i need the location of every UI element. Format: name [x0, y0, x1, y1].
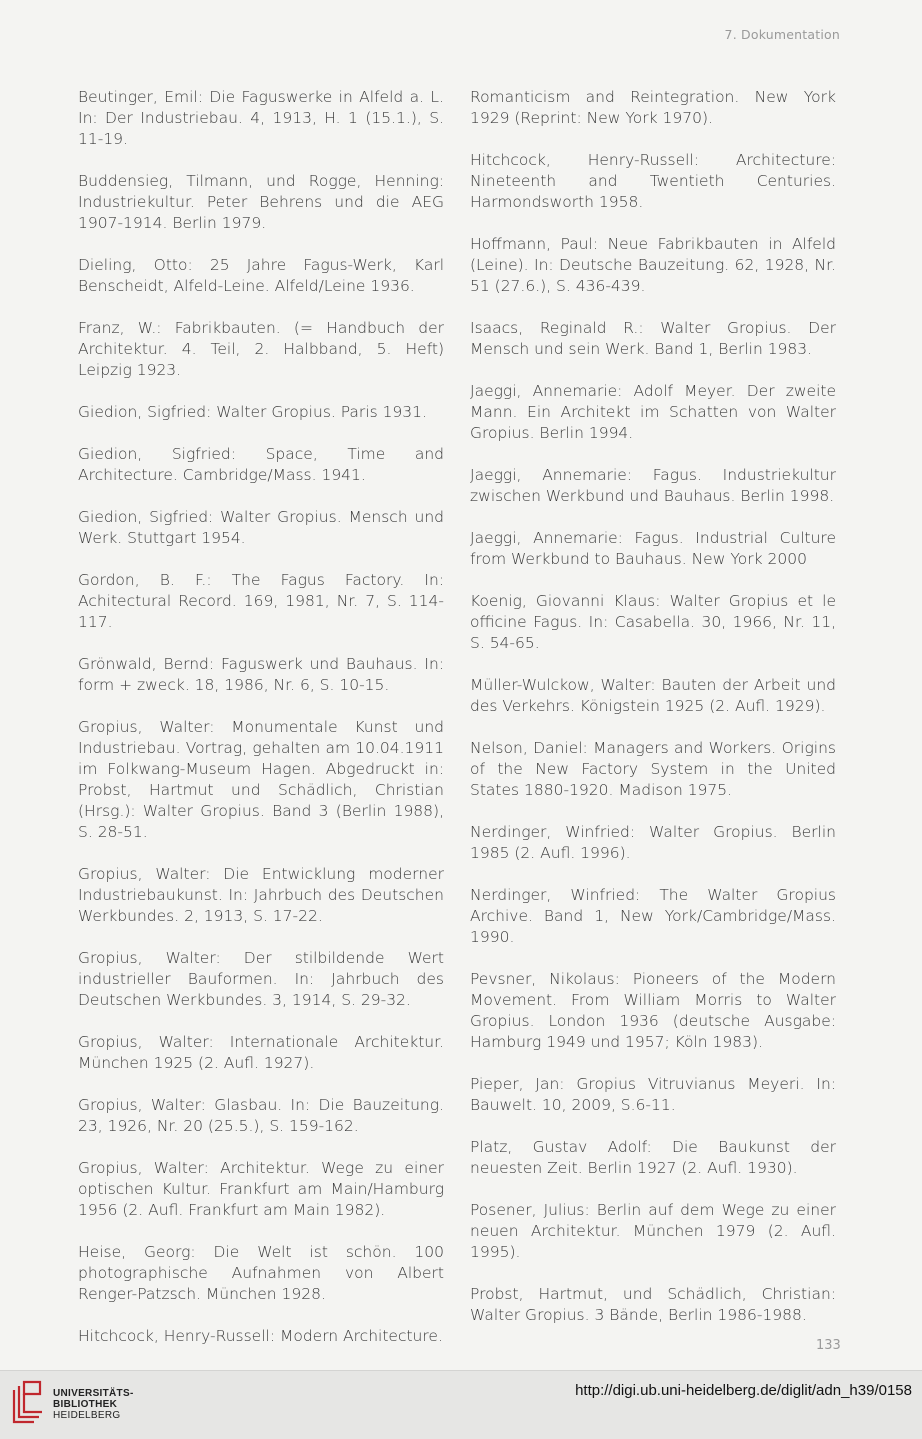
library-name-line2: BIBLIOTHEK [53, 1399, 118, 1410]
bibliography-entry: Jaeggi, Annemarie: Fagus. Industriekultur zwischen Werkbund und Bauhaus. Berlin 1998. [470, 466, 836, 505]
bibliography-entry: Dieling, Otto: 25 Jahre Fagus-Werk, Karl Benscheidt, Alfeld-Leine. Alfeld/Leine 1936. [78, 256, 444, 295]
bibliography-entry: Isaacs, Reginald R.: Walter Gropius. Der Mensch und sein Werk. Band 1, Berlin 1983. [470, 319, 836, 358]
bibliography-entry: Beutinger, Emil: Die Faguswerke in Alfeld a. L. In: Der Industriebau. 4, 1913, H. 1 (15.1.), S. 11-19. [78, 88, 444, 148]
bibliography-entry: Gropius, Walter: Monumentale Kunst und Industriebau. Vortrag, gehalten am 10.04.1911 im Folkwang-Museum Hagen. Abgedruckt in: Probst, Hartmut und Schädlich, Christian (Hrsg.): Walter Gropius. Band 3 (Berlin 1988), S. 28-51. [78, 718, 444, 841]
ub-heidelberg-logo-icon[interactable] [8, 1378, 46, 1428]
bibliography-entry: Hoffmann, Paul: Neue Fabrikbauten in Alfeld (Leine). In: Deutsche Bauzeitung. 62, 1928, Nr. 51 (27.6.), S. 436-439. [470, 235, 836, 295]
bibliography-entry: Pieper, Jan: Gropius Vitruvianus Meyeri. In: Bauwelt. 10, 2009, S.6-11. [470, 1075, 836, 1114]
bibliography-entry: Hitchcock, Henry-Russell: Modern Architecture. [78, 1327, 443, 1345]
bibliography-entry: Gropius, Walter: Der stilbildende Wert industrieller Bauformen. In: Jahrbuch des Deutschen Werkbundes. 3, 1914, S. 29-32. [78, 949, 444, 1009]
bibliography-entry: Posener, Julius: Berlin auf dem Wege zu einer neuen Architektur. München 1979 (2. Aufl. 1995). [470, 1201, 836, 1261]
bibliography-entry: Pevsner, Nikolaus: Pioneers of the Modern Movement. From William Morris to Walter Gropius. London 1936 (deutsche Ausgabe: Hamburg 1949 und 1957; Köln 1983). [470, 970, 836, 1051]
bibliography-entry: Gordon, B. F.: The Fagus Factory. In: Achitectural Record. 169, 1981, Nr. 7, S. 114-117. [78, 571, 444, 631]
source-url-link[interactable]: http://digi.ub.uni-heidelberg.de/diglit/adn_h39/0158 [575, 1382, 912, 1399]
bibliography-entry: Giedion, Sigfried: Space, Time and Architecture. Cambridge/Mass. 1941. [78, 445, 444, 484]
section-header: 7. Dokumentation [724, 27, 840, 42]
bibliography-entry: Giedion, Sigfried: Walter Gropius. Mensch und Werk. Stuttgart 1954. [78, 508, 444, 547]
bibliography-entry: Probst, Hartmut, und Schädlich, Christian: Walter Gropius. 3 Bände, Berlin 1986-1988. [470, 1285, 836, 1324]
bibliography-entry: Giedion, Sigfried: Walter Gropius. Paris 1931. [78, 403, 427, 421]
bibliography-entry: Franz, W.: Fabrikbauten. (= Handbuch der Architektur. 4. Teil, 2. Halbband, 5. Heft) Leipzig 1923. [78, 319, 444, 379]
bibliography-entry: Heise, Georg: Die Welt ist schön. 100 photographische Aufnahmen von Albert Renger-Patzsch. München 1928. [78, 1243, 444, 1303]
bibliography-entry: Hitchcock, Henry-Russell: Architecture: Nineteenth and Twentieth Centuries. Harmondsworth 1958. [470, 151, 836, 211]
bibliography-entry: Jaeggi, Annemarie: Adolf Meyer. Der zweite Mann. Ein Architekt im Schatten von Walter Gropius. Berlin 1994. [470, 382, 836, 442]
bibliography-right-column [470, 87, 836, 1347]
library-name[interactable] [53, 1388, 134, 1421]
bibliography-entry: Gropius, Walter: Die Entwicklung moderner Industriebaukunst. In: Jahrbuch des Deutschen Werkbundes. 2, 1913, S. 17-22. [78, 865, 444, 925]
bibliography-entry: Platz, Gustav Adolf: Die Baukunst der neuesten Zeit. Berlin 1927 (2. Aufl. 1930). [470, 1138, 836, 1177]
bibliography-entry: Nerdinger, Winfried: The Walter Gropius Archive. Band 1, New York/Cambridge/Mass. 1990. [470, 886, 836, 946]
bibliography-entry: Koenig, Giovanni Klaus: Walter Gropius et le officine Fagus. In: Casabella. 30, 1966, Nr. 11, S. 54-65. [470, 592, 836, 652]
library-name-line3: HEIDELBERG [53, 1410, 121, 1421]
bibliography-entry: Nelson, Daniel: Managers and Workers. Origins of the New Factory System in the United States 1880-1920. Madison 1975. [470, 739, 836, 799]
library-name-line1: UNIVERSITÄTS- [53, 1388, 134, 1399]
bibliography-left-column [78, 87, 444, 1368]
page-number: 133 [816, 1338, 841, 1353]
bibliography-entry: Grönwald, Bernd: Faguswerk und Bauhaus. In: form + zweck. 18, 1986, Nr. 6, S. 10-15. [78, 655, 444, 694]
bibliography-entry: Gropius, Walter: Internationale Architektur. München 1925 (2. Aufl. 1927). [78, 1033, 444, 1072]
bibliography-entry: Müller-Wulckow, Walter: Bauten der Arbeit und des Verkehrs. Königstein 1925 (2. Aufl. 1929). [470, 676, 836, 715]
bibliography-entry: Romanticism and Reintegration. New York 1929 (Reprint: New York 1970). [470, 88, 836, 127]
bibliography-entry: Gropius, Walter: Architektur. Wege zu einer optischen Kultur. Frankfurt am Main/Hamburg 1956 (2. Aufl. Frankfurt am Main 1982). [78, 1159, 444, 1219]
bibliography-entry: Jaeggi, Annemarie: Fagus. Industrial Culture from Werkbund to Bauhaus. New York 2000 [470, 529, 836, 568]
bibliography-entry: Gropius, Walter: Glasbau. In: Die Bauzeitung. 23, 1926, Nr. 20 (25.5.), S. 159-162. [78, 1096, 444, 1135]
bibliography-entry: Nerdinger, Winfried: Walter Gropius. Berlin 1985 (2. Aufl. 1996). [470, 823, 836, 862]
viewer-footer [0, 1370, 922, 1439]
bibliography-entry: Buddensieg, Tilmann, und Rogge, Henning: Industriekultur. Peter Behrens und die AEG 1907-1914. Berlin 1979. [78, 172, 444, 232]
